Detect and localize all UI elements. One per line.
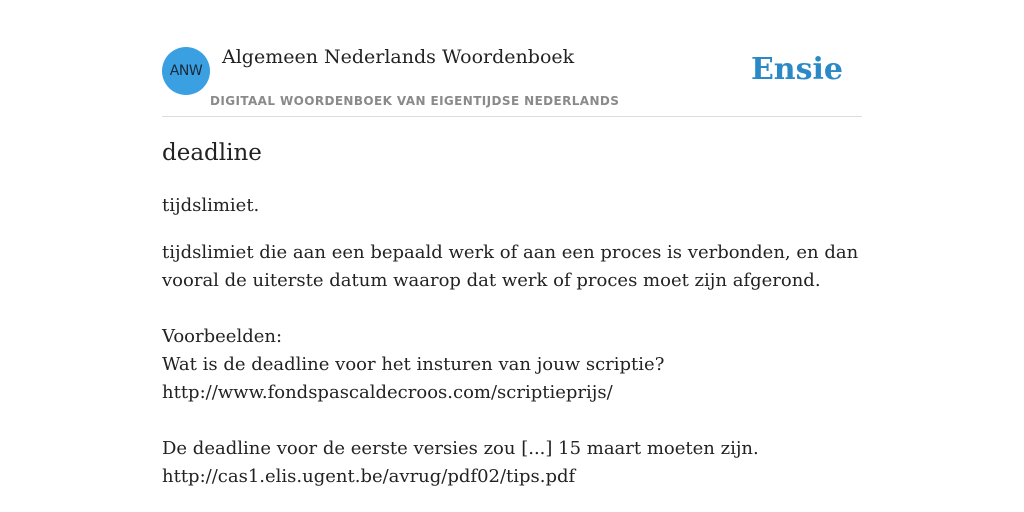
definition-line: vooral de uiterste datum waarop dat werk of proces moet zijn afgerond. xyxy=(162,270,821,291)
page xyxy=(162,0,862,487)
example-source-link[interactable]: http://cas1.elis.ugent.be/avrug/pdf02/tips.pdf xyxy=(162,466,576,487)
ensie-brand-link[interactable]: Ensie xyxy=(750,52,843,87)
example-source xyxy=(162,463,862,491)
short-definition: tijdslimiet. xyxy=(162,195,260,216)
entry-content xyxy=(162,239,862,491)
examples-label: Voorbeelden: xyxy=(162,326,283,347)
site-title[interactable]: Algemeen Nederlands Woordenboek xyxy=(222,46,575,68)
example-text: Wat is de deadline voor het insturen van jouw scriptie? xyxy=(162,354,665,375)
spacer xyxy=(162,295,862,323)
example-source-link[interactable]: http://www.fondspascaldecroos.com/scriptieprijs/ xyxy=(162,382,613,403)
anw-logo[interactable]: ANW xyxy=(162,47,210,95)
entry-headword: deadline xyxy=(162,140,262,166)
spacer xyxy=(162,407,862,435)
site-header xyxy=(162,0,862,117)
example-source xyxy=(162,379,862,407)
example-text: De deadline voor de eerste versies zou [...] 15 maart moeten zijn. xyxy=(162,438,759,459)
site-subtitle: DIGITAAL WOORDENBOEK VAN EIGENTIJDSE NEDERLANDS xyxy=(210,94,620,108)
definition-line: tijdslimiet die aan een bepaald werk of aan een proces is verbonden, en dan xyxy=(162,242,859,263)
